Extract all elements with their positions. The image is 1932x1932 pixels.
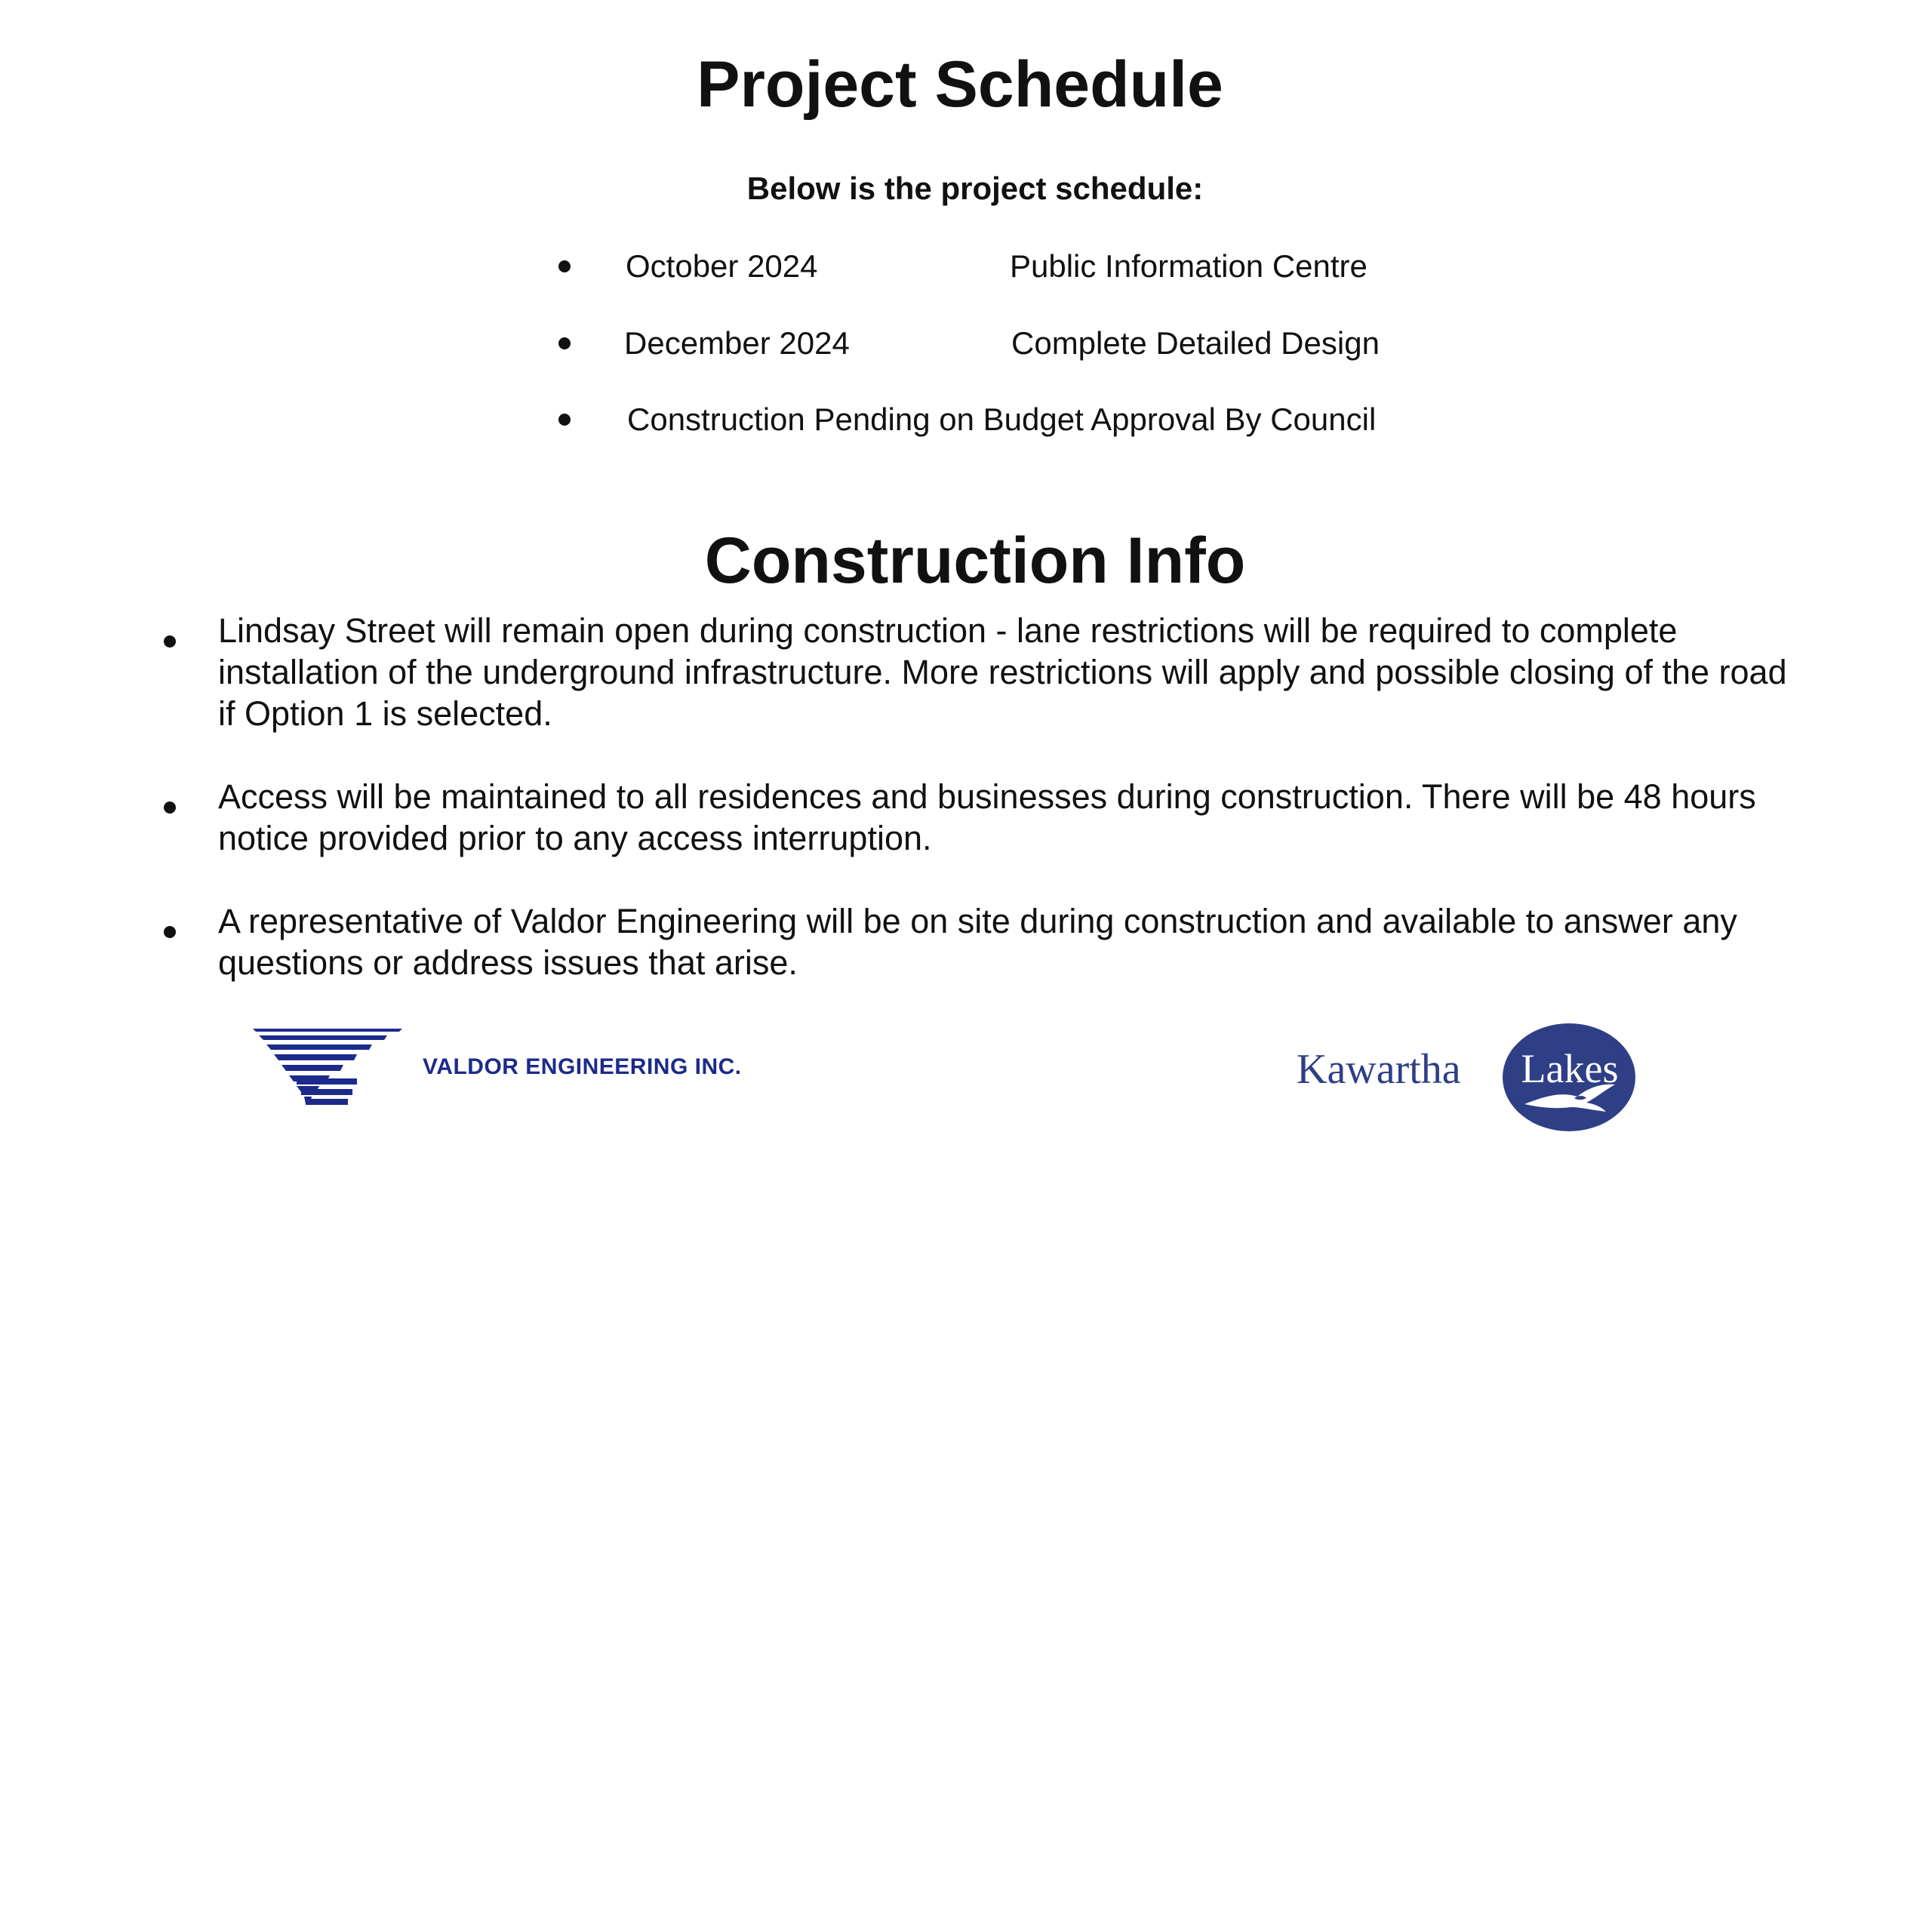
schedule-item [0, 321, 1932, 366]
bullet-icon [558, 260, 571, 272]
schedule-intro-text: Below is the project schedule: [746, 171, 1204, 206]
kawartha-lakes-logo [1297, 1023, 1636, 1132]
construction-info-title: Construction Info [704, 525, 1246, 597]
bullet-icon [164, 801, 176, 814]
kawartha-logo-word: Kawartha [1297, 1046, 1461, 1093]
valdor-company-name: VALDOR ENGINEERING INC. [423, 1054, 742, 1079]
construction-info-text: Access will be maintained to all residences and businesses during construction. There will be 48 hours notice provided prior to any access interruption. [218, 777, 1756, 857]
schedule-date: October 2024 [626, 248, 818, 284]
bullet-icon [558, 337, 571, 349]
bullet-icon [164, 926, 176, 938]
construction-info-text: Lindsay Street will remain open during construction - lane restrictions will be required to complete installation of the underground infrastructure. More restrictions will apply and possible closing of the road if Option 1 is selected. [218, 611, 1787, 733]
schedule-event: Complete Detailed Design [1011, 325, 1380, 361]
bullet-icon [164, 635, 176, 648]
schedule-item [0, 397, 1932, 442]
valdor-stripes-logo-icon [251, 1029, 402, 1109]
project-schedule-title: Project Schedule [697, 48, 1223, 121]
schedule-event: Public Information Centre [1010, 248, 1367, 284]
schedule-date: December 2024 [624, 325, 850, 361]
valdor-engineering-logo [251, 1029, 742, 1112]
bullet-icon [558, 414, 571, 426]
schedule-note: Construction Pending on Budget Approval By Council [627, 401, 1377, 437]
construction-info-text: A representative of Valdor Engineering will be on site during construction and available to answer any questions or address issues that arise. [218, 902, 1737, 982]
schedule-item [0, 244, 1932, 289]
lakes-logo-word: Lakes [1521, 1046, 1619, 1091]
